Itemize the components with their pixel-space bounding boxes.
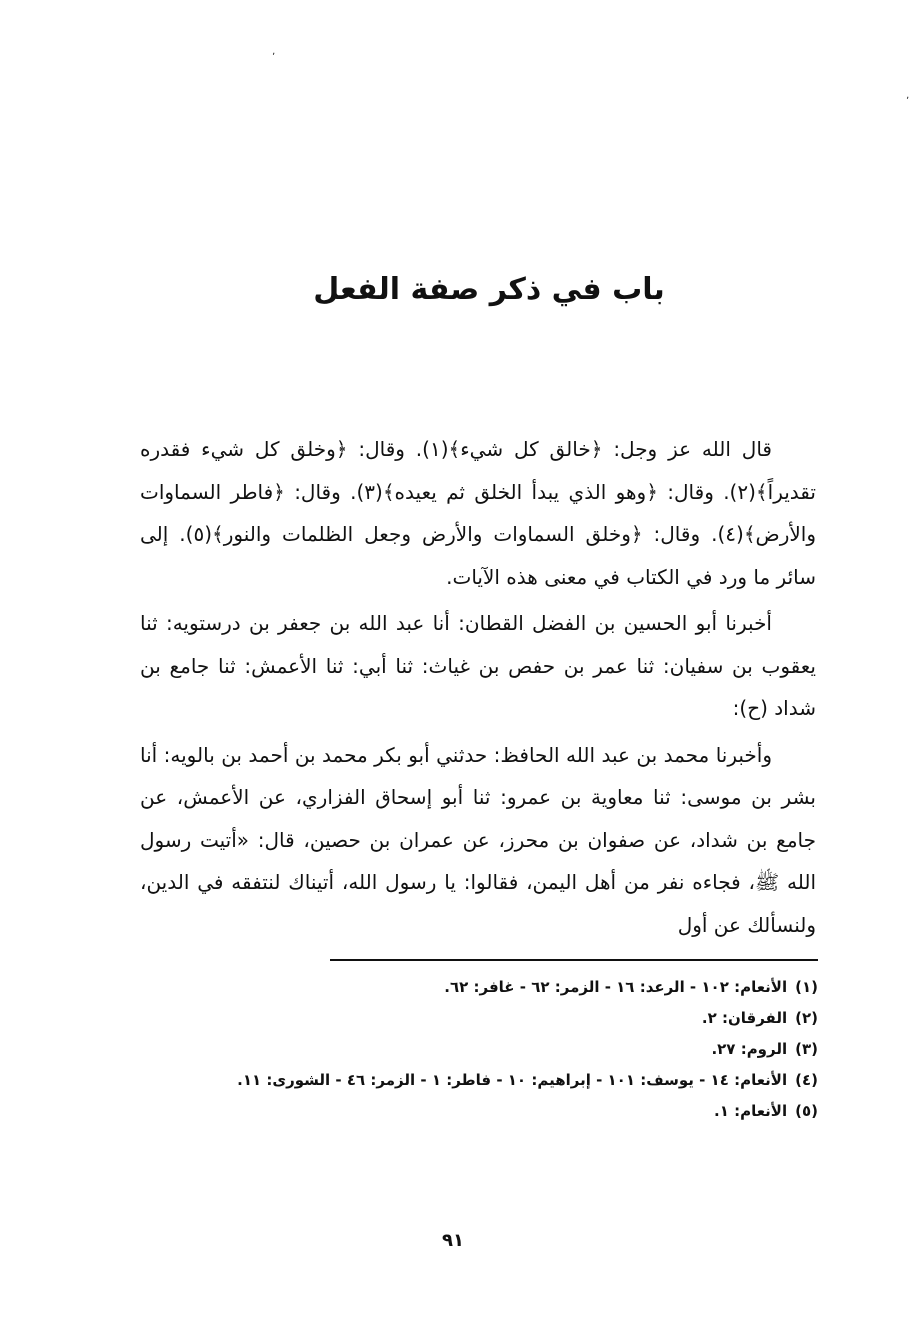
scan-speck: ٬ — [906, 96, 910, 107]
footnote-text: الأنعام: ١٤ - يوسف: ١٠١ - إبراهيم: ١٠ - فاطر: ١ - الزمر: ٤٦ - الشورى: ١١. — [237, 1071, 788, 1089]
paragraph: قال الله عز وجل: ﴿خالق كل شيء﴾(١). وقال: ﴿وخلق كل شيء فقدره تقديراً﴾(٢). وقال: ﴿وهو الذي يبدأ الخلق ثم يعيده﴾(٣). وقال: ﴿فاطر السماوات والأرض﴾(٤). وقال: ﴿وخلق السماوات والأرض وجعل الظلمات والنور﴾(٥). إلى سائر ما ورد في الكتاب في معنى هذه الآيات. — [140, 437, 816, 589]
page-number: ٩١ — [442, 1230, 464, 1251]
footnote-text: الأنعام: ١. — [714, 1102, 788, 1120]
scan-speck: ٬ — [272, 52, 276, 63]
footnote-number: (٥) — [795, 1102, 818, 1120]
main-text — [140, 428, 816, 950]
footnote — [140, 1003, 818, 1034]
footnote — [140, 972, 818, 1003]
paragraph: أخبرنا أبو الحسين بن الفضل القطان: أنا عبد الله بن جعفر بن درستويه: ثنا يعقوب بن سفيان: ثنا عمر بن حفص بن غياث: ثنا أبي: ثنا الأعمش: ثنا جامع بن شداد (ح): — [140, 611, 816, 720]
footnote — [140, 1034, 818, 1065]
footnote-number: (٣) — [795, 1040, 818, 1058]
footnote — [140, 1096, 818, 1127]
footnote-separator — [330, 959, 818, 961]
paragraph: وأخبرنا محمد بن عبد الله الحافظ: حدثني أبو بكر محمد بن أحمد بن بالويه: أنا بشر بن موسى: ثنا معاوية بن عمرو: ثنا أبو إسحاق الفزاري، عن الأعمش، عن جامع بن شداد، عن صفوان بن محرز، عن عمران بن حصين، قال: «أتيت رسول الله ﷺ، فجاءه نفر من أهل اليمن، فقالوا: يا رسول الله، أتيناك لنتفقه في الدين، ولنسألك عن أول — [140, 742, 816, 937]
chapter-heading: باب في ذكر صفة الفعل — [313, 272, 665, 307]
footnotes — [140, 972, 818, 1127]
footnote-text: الأنعام: ١٠٢ - الرعد: ١٦ - الزمر: ٦٢ - غافر: ٦٢. — [444, 978, 788, 996]
footnote — [140, 1065, 818, 1096]
footnote-text: الروم: ٢٧. — [711, 1040, 788, 1058]
footnote-number: (١) — [795, 978, 818, 996]
footnote-number: (٤) — [795, 1071, 818, 1089]
footnote-text: الفرقان: ٢. — [701, 1009, 788, 1027]
footnote-number: (٢) — [795, 1009, 818, 1027]
